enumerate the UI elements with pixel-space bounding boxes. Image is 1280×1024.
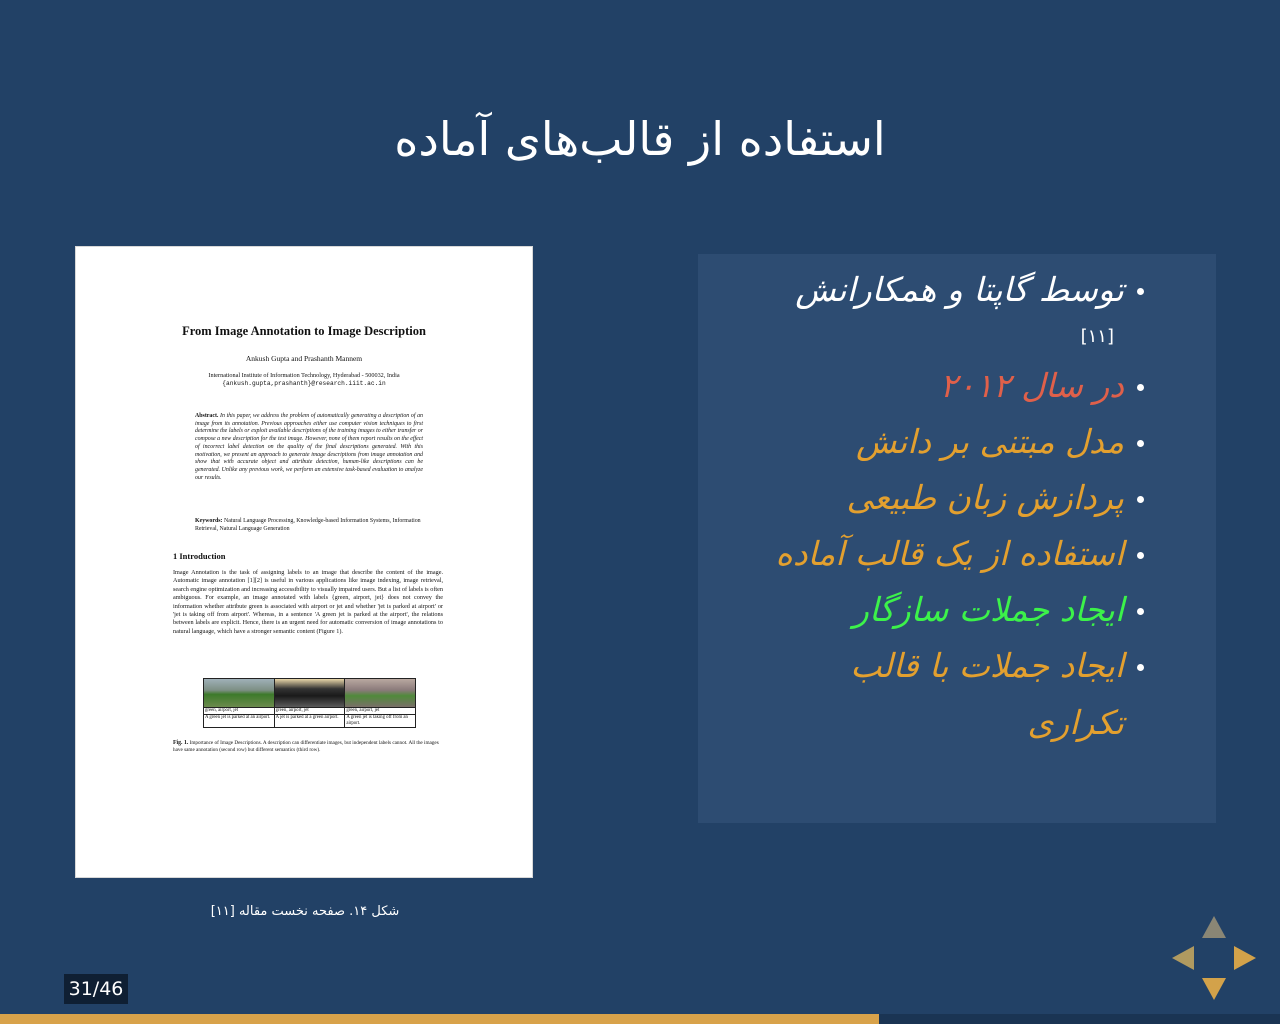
bullet-item: [704, 582, 1124, 638]
figure-annotation-cell: green, airport, jet: [204, 708, 275, 714]
bullet-dot: [1137, 288, 1144, 295]
bullet-dot: [1137, 496, 1144, 503]
figure-annotation-row: [204, 708, 415, 715]
slide-title: استفاده از قالب‌های آماده: [394, 112, 886, 166]
paper-figure-table: [203, 678, 416, 728]
abstract-text: In this paper, we address the problem of automatically generating a description of an image from its annotation. Previous approaches either use computer vision techniques to first determine the labels or exploit available descriptions of the training images to either transfer or compose a new description for the test image. However, none of them report results on the effect of incorrect label detection on the quality of the final descriptions generated. With this motivation, we present an approach to generate image descriptions from image annotation and show that with accurate object and attribute detection, human-like descriptions can be generated. Unlike any previous work, we perform an extensive task-based evaluation to analyze our results.: [195, 413, 423, 481]
paper-intro-text: Image Annotation is the task of assigning labels to an image that describe the content of the image. Automatic image annotation [1][2] is useful in various applications like image indexing, image retrieval, search engine optimization and increasing accessibility to visually impaired users. But a list of labels is often ambiguous. For example, an image annotated with labels {green, airport, jet} does not convey the information whether attribute green is associated with airport or jet and whether 'jet is parked at airport' or 'jet is taking off from airport'. Whereas, in a sentence 'A green jet is parked at the airport', the relations between labels are explicit. Hence, there is an urgent need for automatic conversion of image annotations to natural language, which have a stronger semantic content (Figure 1).: [173, 569, 443, 635]
bullet-text-knowledge-model: مدل مبتنی بر دانش: [855, 422, 1124, 461]
progress-bar: [0, 1014, 1280, 1024]
bullet-dot: [1137, 664, 1144, 671]
figure-annotation-cell: green, airport, jet: [346, 708, 380, 713]
bullet-item: [704, 526, 1124, 582]
page-current: 31: [68, 978, 93, 1000]
keywords-text: Natural Language Processing, Knowledge-based Information Systems, Information Retrieval, Natural Language Generation: [195, 518, 421, 532]
paper-keywords: [195, 517, 423, 533]
bullet-box: [698, 254, 1216, 823]
nav-up-icon[interactable]: [1202, 916, 1226, 938]
paper-figure-caption: [173, 740, 443, 753]
progress-fill: [0, 1014, 879, 1024]
bullet-item: [704, 262, 1124, 318]
figure-description-row: [204, 715, 415, 727]
nav-down-icon[interactable]: [1202, 978, 1226, 1000]
figure-image-jet-takeoff: [345, 679, 415, 707]
bullet-list: [704, 262, 1124, 752]
bullet-item: [704, 470, 1124, 526]
abstract-label: Abstract.: [195, 413, 219, 419]
keywords-label: Keywords:: [195, 518, 223, 524]
paper-authors: Ankush Gupta and Prashanth Mannem: [245, 354, 363, 363]
figure-caption: شکل ۱۴. صفحه نخست مقاله [۱۱]: [210, 904, 400, 919]
figure-image-green-jet: [204, 679, 275, 707]
paper-figure-caption-label: Fig. 1.: [173, 740, 189, 746]
paper-section-title: 1 Introduction: [173, 551, 226, 561]
bullet-text-nlp: پردازش زبان طبیعی: [846, 478, 1124, 517]
paper-preview: [76, 247, 532, 877]
paper-figure-caption-text: Importance of Image Descriptions. A description can differentiate images, but independent labels cannot. All the images have same annotation (second row) but different semantics (third row).: [173, 740, 439, 753]
paper-affiliation-text: International Institute of Information Technology, Hyderabad - 500032, India: [208, 372, 400, 379]
figure-description-cell: A jet is parked at a green airport.: [275, 715, 346, 727]
paper-emails: {ankush.gupta,prashanth}@research.iiit.ac.in: [222, 380, 386, 387]
figure-annotation-cell: green, airport, jet: [275, 708, 346, 714]
bullet-text-repetitive-line1: ایجاد جملات با قالب: [850, 646, 1124, 685]
nav-left-icon[interactable]: [1172, 946, 1194, 970]
bullet-item: [704, 358, 1124, 414]
nav-right-icon[interactable]: [1234, 946, 1256, 970]
bullet-reference: [۱۱]: [1080, 326, 1114, 347]
page-counter: 31/46: [64, 974, 128, 1004]
bullet-text-template: استفاده از یک قالب آماده: [775, 534, 1124, 573]
paper-abstract: [195, 413, 423, 482]
bullet-dot: [1137, 384, 1144, 391]
page-total: 46: [99, 978, 124, 1000]
bullet-dot: [1137, 608, 1144, 615]
bullet-item: [704, 638, 1124, 752]
bullet-text-repetitive-line2: تکراری: [1027, 703, 1124, 742]
paper-title: From Image Annotation to Image Description: [182, 324, 426, 338]
bullet-text-consistent: ایجاد جملات سازگار: [853, 590, 1124, 629]
paper-affiliation: [76, 372, 532, 388]
bullet-dot: [1137, 552, 1144, 559]
bullet-dot: [1137, 440, 1144, 447]
bullet-text-year: ۲۰۱۲: [939, 366, 1011, 405]
figure-description-cell: A green jet is parked at an airport.: [204, 715, 275, 727]
figure-image-jet: [275, 679, 346, 707]
figure-images: [204, 679, 415, 708]
bullet-item: [704, 414, 1124, 470]
bullet-text-year-prefix: در سال: [1010, 366, 1124, 405]
bullet-text-authors: توسط گاپتا و همکارانش: [795, 270, 1124, 309]
figure-description-cell: A green jet is taking off from an airport.: [346, 715, 408, 726]
